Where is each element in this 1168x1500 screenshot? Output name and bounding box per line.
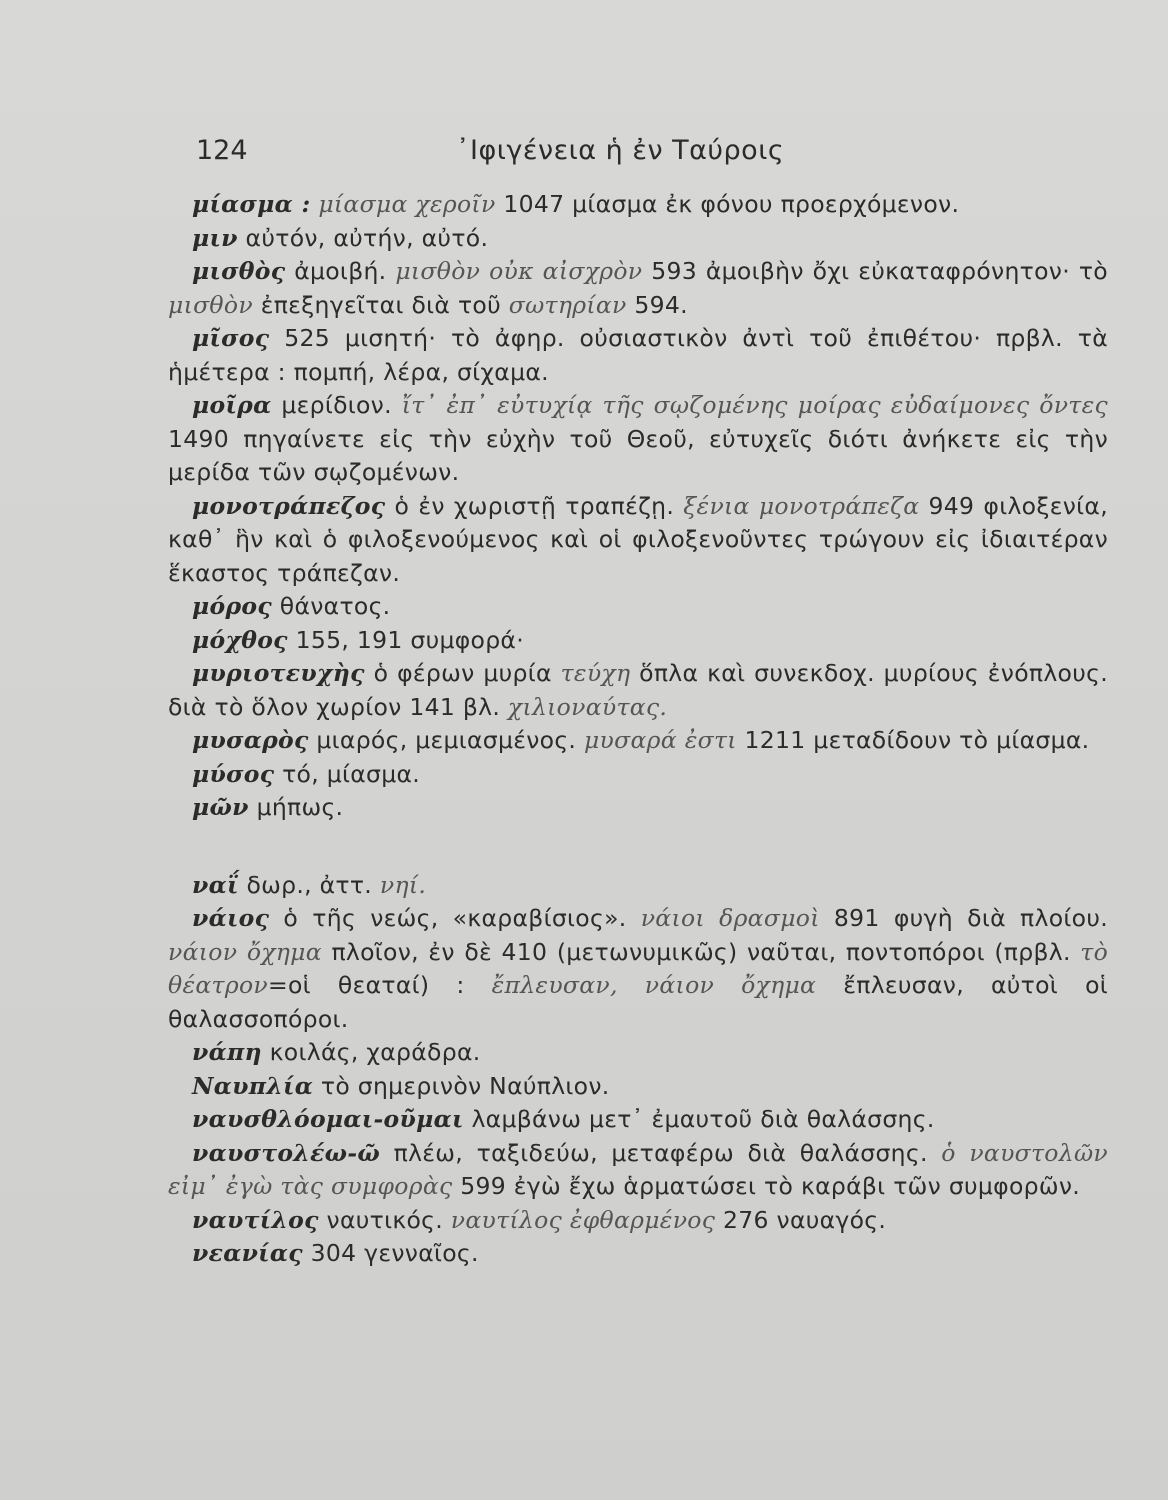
entry-quote: ναυτίλος ἐφθαρμένος — [450, 1205, 716, 1234]
glossary-entry — [168, 490, 1108, 591]
entry-text: μιαρός, μεμιασμένος. — [308, 726, 584, 754]
glossary-entry — [168, 624, 1108, 658]
entry-lemma: μισθὸς — [192, 257, 286, 285]
glossary-entry — [168, 1070, 1108, 1104]
entry-text: λαμβάνω μετ᾿ ἐμαυτοῦ διὰ θαλάσσης. — [463, 1105, 935, 1133]
glossary-entry — [168, 1103, 1108, 1137]
glossary-entry — [168, 791, 1108, 825]
entry-text: ἔπλευσαν, αὐτοὶ οἱ θαλασσοπόροι. — [168, 971, 1108, 1033]
entry-lemma: μόρος — [192, 592, 272, 620]
entry-text: 594. — [626, 290, 688, 319]
glossary-entry — [168, 322, 1108, 389]
entry-text: τό, μίασμα. — [274, 759, 421, 788]
entry-text: τὸ σημερινὸν Ναύπλιον. — [313, 1071, 610, 1100]
entry-quote: νηί. — [379, 870, 427, 899]
entry-text: 599 ἐγὼ ἔχω ἁρματώσει τὸ καράβι τῶν συμφορῶν. — [452, 1172, 1081, 1200]
glossary-entry — [168, 1204, 1108, 1238]
entry-text: κοιλάς, χαράδρα. — [261, 1038, 481, 1066]
entry-text: μερίδιον. — [271, 391, 402, 419]
entry-lemma: μῶν — [192, 793, 249, 821]
entry-text: μήπως. — [248, 793, 344, 821]
entry-text: θάνατος. — [272, 592, 391, 620]
entry-lemma: νάπη — [192, 1038, 262, 1066]
glossary-entry — [168, 222, 1108, 256]
section-gap — [168, 825, 1108, 869]
entry-lemma: νεανίας — [192, 1239, 303, 1267]
glossary-entry — [168, 255, 1108, 322]
entry-text: 891 φυγὴ διὰ πλοίου. — [819, 904, 1108, 932]
entry-lemma: μυσαρὸς — [192, 726, 309, 754]
entry-text: 949 φιλοξενία, καθ᾿ ἣν καὶ ὁ φιλοξενούμενος καὶ οἱ φιλοξενοῦντες τρώγουν εἰς ἰδιαιτέραν ἕκαστος τράπεζαν. — [168, 491, 1108, 587]
entry-lemma: μονοτράπεζος — [192, 491, 386, 520]
entry-lemma: ναΐ — [192, 870, 239, 899]
glossary-entry — [168, 1137, 1108, 1204]
entry-text: 1490 πηγαίνετε εἰς τὴν εὐχὴν τοῦ Θεοῦ, εὐτυχεῖς διότι ἀνήκετε εἰς τὴν μερίδα τῶν σῳζομένων. — [168, 424, 1108, 486]
entry-quote: τεύχη — [560, 659, 631, 687]
glossary-entry — [168, 188, 1108, 222]
entry-lemma: ναυσθλόομαι-οῦμαι — [192, 1105, 464, 1133]
entry-lemma: μυριοτευχὴς — [192, 659, 365, 687]
entry-quote: ξένια μονοτράπεζα — [683, 491, 920, 520]
entry-quote: μισθὸν — [168, 290, 253, 319]
entry-text: πλοῖον, ἐν δὲ 410 (μετωνυμικῶς) ναῦται, ποντοπόροι (πρβλ. — [321, 937, 1081, 966]
entry-quote: νάιοι δρασμοὶ — [640, 904, 820, 932]
glossary-entry — [168, 1036, 1108, 1070]
glossary-entry — [168, 590, 1108, 624]
entry-text: 304 γενναῖος. — [302, 1239, 479, 1267]
page-header — [196, 135, 1026, 175]
entry-lemma: ναυτίλος — [192, 1205, 319, 1234]
entry-quote: ἔπλευσαν, νάιον ὄχημα — [491, 971, 817, 999]
entry-text: ναυτικός. — [318, 1205, 451, 1234]
glossary-entry — [168, 724, 1108, 758]
entry-text: 1211 μεταδίδουν τὸ μίασμα. — [736, 726, 1090, 754]
entry-text: 276 ναυαγός. — [715, 1205, 887, 1234]
running-title: ᾿Ιφιγένεια ἡ ἐν Ταύροις — [456, 135, 785, 166]
entry-text: ἐπεξηγεῖται διὰ τοῦ — [252, 290, 509, 319]
page-number: 124 — [196, 135, 248, 166]
entry-quote: τὸ θέατρον — [168, 937, 1109, 999]
entry-text: 593 ἀμοιβὴν ὄχι εὐκαταφρόνητον· τὸ — [642, 257, 1108, 285]
entry-lemma: νάιος — [192, 904, 270, 932]
glossary-entry — [168, 389, 1108, 490]
entry-lemma: μόχθος — [192, 625, 288, 654]
entry-quote: σωτηρίαν — [508, 290, 627, 319]
entry-quote: ὁ ναυστολῶν εἰμ᾿ ἐγὼ τὰς συμφορὰς — [168, 1138, 1108, 1200]
entry-lemma: μύσος — [192, 759, 275, 788]
entry-text: αὐτόν, αὐτήν, αὐτό. — [237, 223, 489, 252]
glossary-entry — [168, 902, 1108, 1036]
entry-text: ὁ ἐν χωριστῇ τραπέζῃ. — [385, 491, 684, 520]
entry-quote: νάιον ὄχημα — [168, 937, 322, 966]
entry-lemma: μοῖρα — [192, 391, 272, 419]
glossary-entry — [168, 869, 1108, 903]
entry-text: ὁ φέρων μυρία — [364, 659, 561, 687]
entry-quote: ἴτ᾿ ἐπ᾿ εὐτυχίᾳ τῆς σῳζομένης μοίρας εὐδαίμονες ὄντες — [401, 391, 1108, 419]
entry-lemma: μιν — [192, 223, 238, 252]
entry-quote: μίασμα χεροῖν — [318, 190, 496, 218]
entry-text: 525 μισητή· τὸ ἀφηρ. οὐσιαστικὸν ἀντὶ τοῦ ἐπιθέτου· πρβλ. τὰ ἡμέτερα : πομπή, λέρα, σίχαμα. — [168, 324, 1108, 386]
entry-lemma: Ναυπλία — [192, 1071, 314, 1100]
glossary-entry — [168, 758, 1108, 792]
entry-text: ἀμοιβή. — [285, 257, 396, 285]
entry-text: πλέω, ταξιδεύω, μεταφέρω διὰ θαλάσσης. — [380, 1138, 942, 1167]
entry-lemma: ναυστολέω-ῶ — [192, 1138, 381, 1167]
entry-text: δωρ., ἀττ. — [238, 870, 380, 899]
entry-quote: χιλιοναύτας. — [507, 692, 668, 721]
entry-quote: μυσαρά ἐστι — [583, 726, 737, 754]
entry-lemma: μῖσος — [192, 324, 270, 352]
glossary-entry — [168, 657, 1108, 724]
entry-quote: μισθὸν οὐκ αἰσχρὸν — [395, 257, 643, 285]
glossary-entry — [168, 1237, 1108, 1271]
entry-text: ὁ τῆς νεώς, «καραβίσιος». — [269, 904, 641, 932]
entry-text: 155, 191 συμφορά· — [287, 625, 524, 654]
entry-text: 1047 μίασμα ἐκ φόνου προερχόμενον. — [495, 190, 960, 218]
entry-text: =οἱ θεαταί) : — [267, 971, 492, 999]
entry-lemma: μίασμα : — [192, 190, 311, 218]
entry-text: ὅπλα καὶ συνεκδοχ. μυρίους ἐνόπλους. διὰ τὸ ὅλον χωρίον 141 βλ. — [168, 659, 1108, 721]
glossary-body — [168, 188, 1108, 1271]
